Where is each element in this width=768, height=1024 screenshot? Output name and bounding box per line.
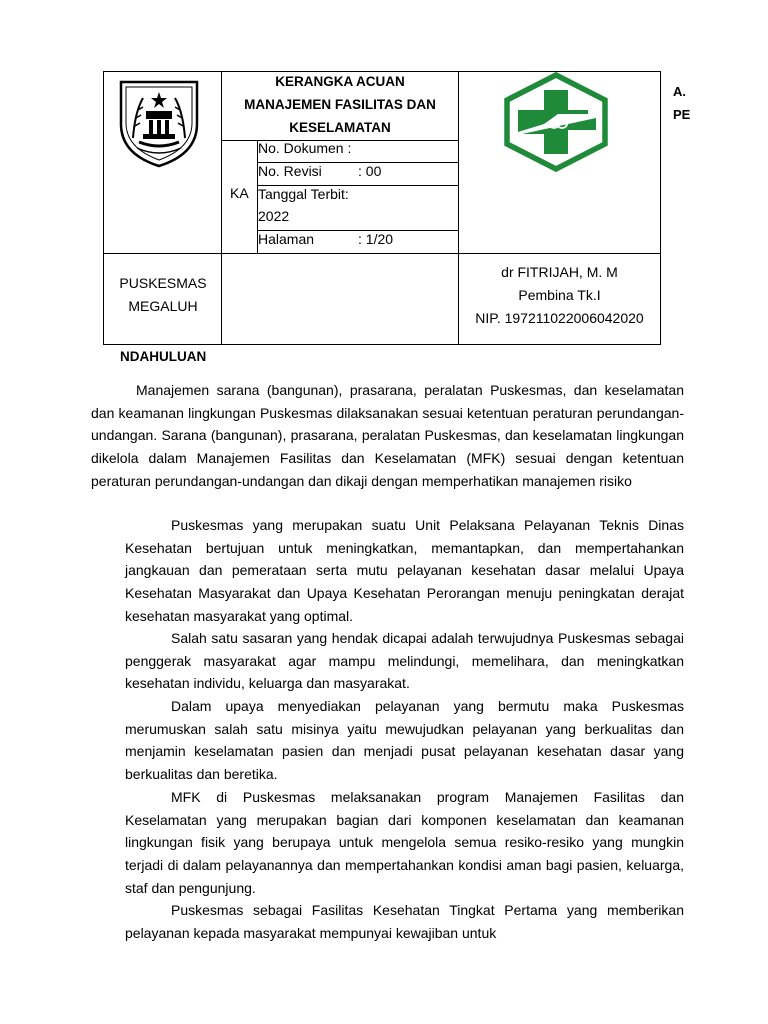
coat-of-arms-logo — [113, 76, 205, 168]
no-dokumen-label: No. Dokumen : — [258, 140, 352, 156]
signatory-nip: NIP. 197211022006042020 — [475, 310, 644, 326]
signatory-name: dr FITRIJAH, M. M — [501, 264, 618, 280]
paragraph-6: Puskesmas sebagai Fasilitas Kesehatan Tingkat Pertama yang memberikan pelayanan kepada masyarakat mempunyai kewajiban untuk — [125, 902, 684, 941]
halaman-value: : 1/20 — [358, 231, 394, 247]
no-revisi-label: No. Revisi — [258, 163, 322, 179]
side-fragment-a: A. — [673, 84, 686, 99]
halaman-label: Halaman — [258, 231, 315, 247]
tanggal-label: Tanggal Terbit: — [258, 186, 349, 202]
no-revisi-row — [258, 163, 382, 179]
no-revisi-value: : 00 — [358, 163, 382, 179]
no-dokumen-row — [258, 140, 351, 156]
paragraph-5: MFK di Puskesmas melaksanakan program Manajemen Fasilitas dan Keselamatan yang merupakan bagian dari komponen keselamatan dan keamanan lingkungan fisik yang berupaya untuk mengelola semua resiko-resiko yang mungkin terjadi di dalam pelayanannya dan mempertahankan kondisi aman bagi pasien, keluarga, staf dan pengunjung. — [125, 789, 684, 896]
puskesmas-logo — [502, 72, 610, 172]
signatory-block — [459, 261, 660, 330]
side-fragment-pe: PE — [673, 107, 691, 122]
paragraph-3: Salah satu sasaran yang hendak dicapai adalah terwujudnya Puskesmas sebagai penggerak masyarakat agar mampu melindungi, memelihara, dan meningkatkan kesehatan individu, keluarga dan masyarakat. — [125, 630, 684, 692]
tanggal-value: 2022 — [258, 208, 290, 224]
paragraph-2: Puskesmas yang merupakan suatu Unit Pelaksana Pelayanan Teknis Dinas Kesehatan bertujuan untuk meningkatkan, memantapkan, dan mempertahankan jangkauan dan pemerataan serta mutu pelayanan kesehatan dasar melalui Upaya Kesehatan Masyarakat dan Upaya Kesehatan Perorangan menuju peningkatan derajat kesehatan masyarakat yang optimal. — [125, 517, 684, 624]
paragraph-4: Dalam upaya menyediakan pelayanan yang bermutu maka Puskesmas merumuskan salah satu misinya yaitu mewujudkan pelayanan yang berkualitas dan menjamin keselamatan pasien dan menjadi pusat pelayanan kesehatan dasar yang berkualitas dan beretika. — [125, 698, 684, 783]
halaman-row — [258, 231, 394, 247]
document-code: KA — [230, 185, 249, 201]
section-heading: NDAHULUAN — [120, 349, 207, 364]
document-title: KERANGKA ACUAN MANAJEMEN FASILITAS DAN KESELAMATAN — [244, 74, 436, 135]
paragraph-1: Manajemen sarana (bangunan), prasarana, peralatan Puskesmas, dan keselamatan dan keamanan lingkungan Puskesmas dilaksanakan sesuai ketentuan peraturan perundangan-undangan. Sarana (bangunan), prasarana, peralatan Puskesmas, dan keselamatan lingkungan dikelola dalam Manajemen Fasilitas dan Keselamatan (MFK) sesuai dengan ketentuan peraturan perundangan-undangan dan dikaji dengan memperhatikan manajemen risiko — [91, 382, 684, 489]
organization-name: PUSKESMAS MEGALUH — [119, 275, 207, 314]
signatory-rank: Pembina Tk.I — [518, 287, 601, 303]
